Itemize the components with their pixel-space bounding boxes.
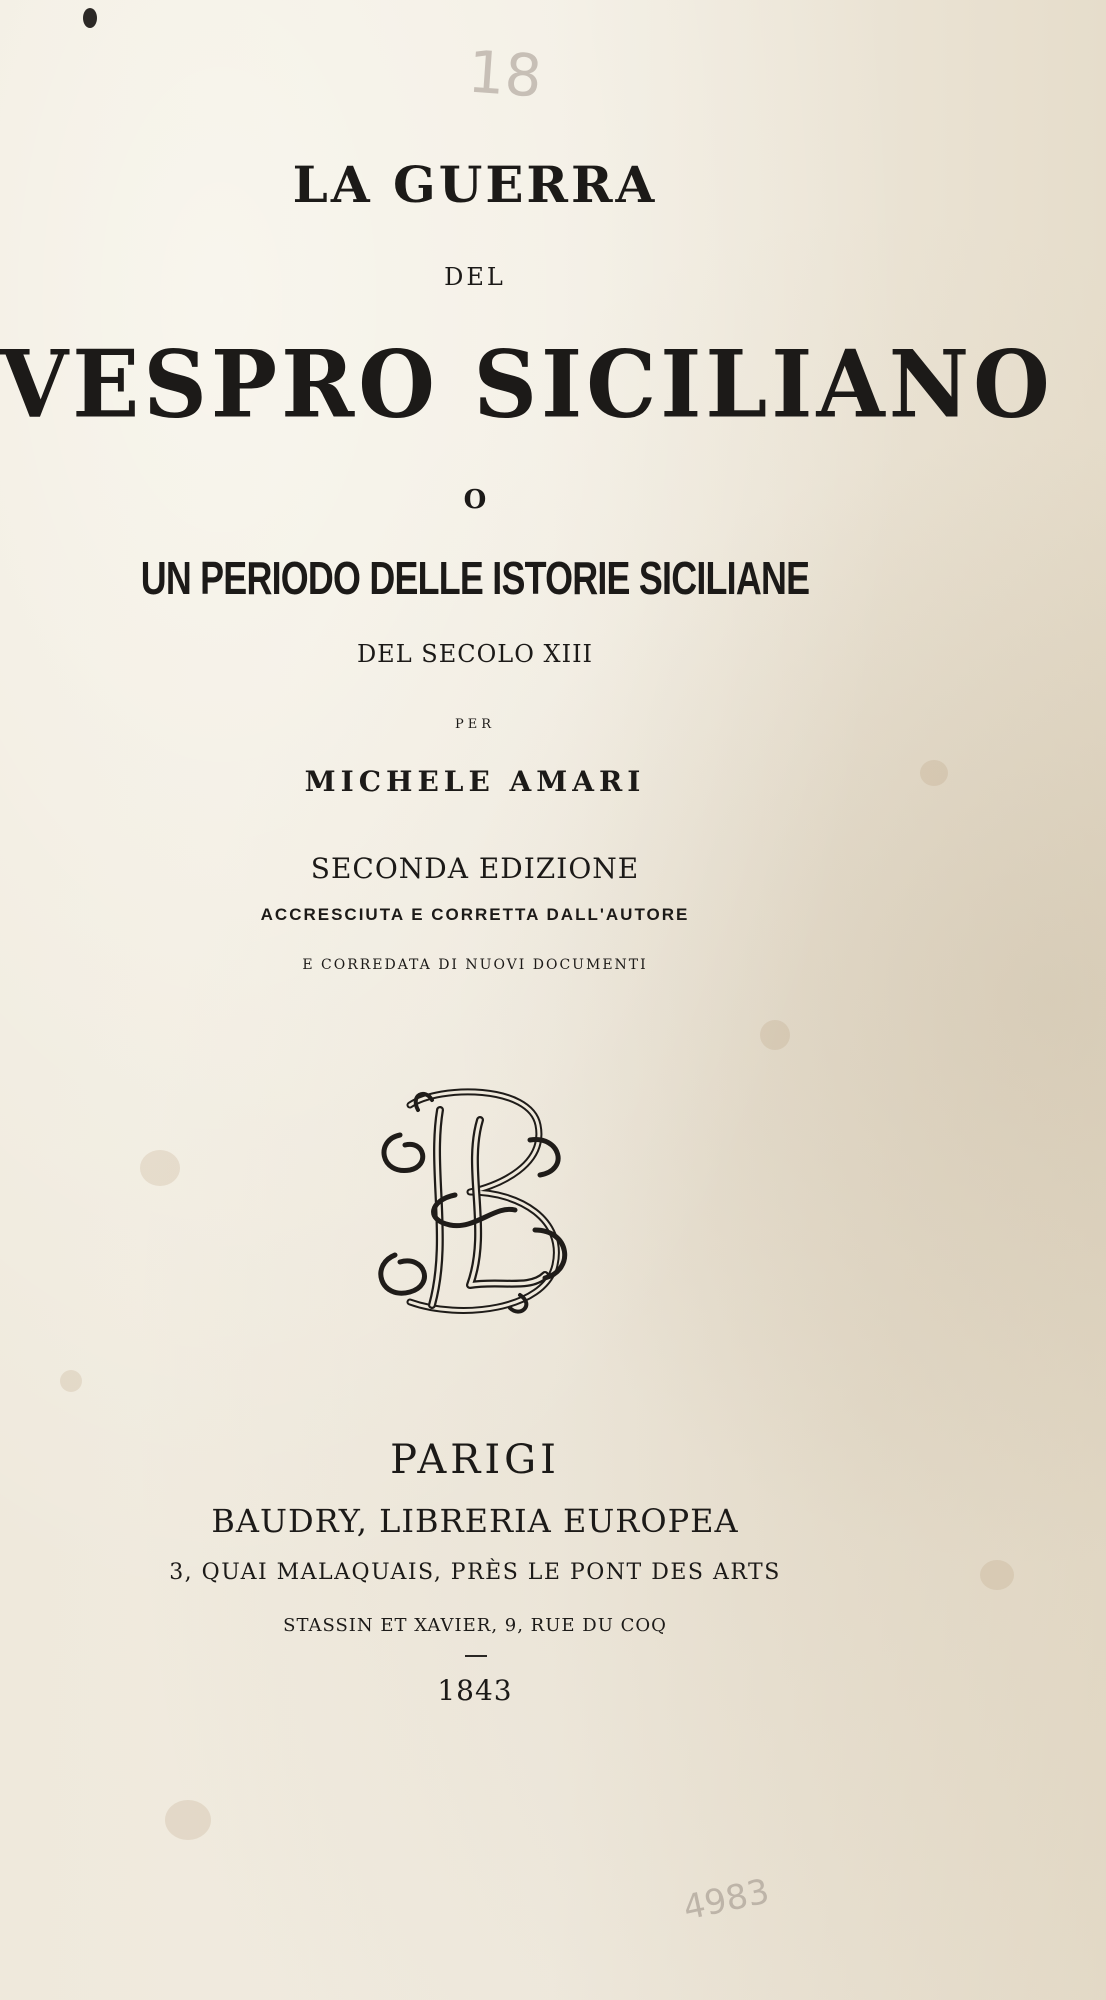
foxing-spot (165, 1800, 211, 1840)
by-line: PER (454, 717, 496, 732)
title-connector: O (463, 485, 487, 515)
ink-dot (83, 8, 97, 28)
title-line-2: DEL (444, 263, 506, 291)
imprint-year: 1843 (437, 1674, 513, 1707)
imprint-address: 3, QUAI MALAQUAIS, PRÈS LE PONT DES ARTS (169, 1560, 781, 1585)
subtitle: UN PERIODO DELLE ISTORIE SICILIANE (140, 552, 810, 604)
foxing-spot (140, 1150, 180, 1186)
imprint-city: PARIGI (390, 1437, 560, 1483)
publisher-monogram-emblem (370, 1080, 580, 1325)
pencil-annotation-top: 18 (465, 37, 545, 111)
title-line-1: LA GUERRA (292, 155, 658, 214)
edition-note-1: ACCRESCIUTA E CORRETTA DALL'AUTORE (260, 905, 690, 924)
author-name: MICHELE AMARI (304, 765, 646, 798)
foxing-spot (60, 1370, 82, 1392)
edition-note-2: E CORREDATA DI NUOVI DOCUMENTI (302, 957, 648, 973)
imprint-publisher: BAUDRY, LIBRERIA EUROPEA (211, 1502, 739, 1540)
pencil-annotation-bottom: 4983 (679, 1871, 773, 1929)
main-title: VESPRO SICILIANO (0, 329, 1054, 439)
foxing-spot (980, 1560, 1014, 1590)
subtitle-century: DEL SECOLO XIII (356, 640, 594, 668)
imprint-rule (465, 1655, 487, 1657)
edition: SECONDA EDIZIONE (310, 852, 640, 885)
foxing-spot (760, 1020, 790, 1050)
imprint-printer: STASSIN ET XAVIER, 9, RUE DU COQ (283, 1615, 667, 1636)
